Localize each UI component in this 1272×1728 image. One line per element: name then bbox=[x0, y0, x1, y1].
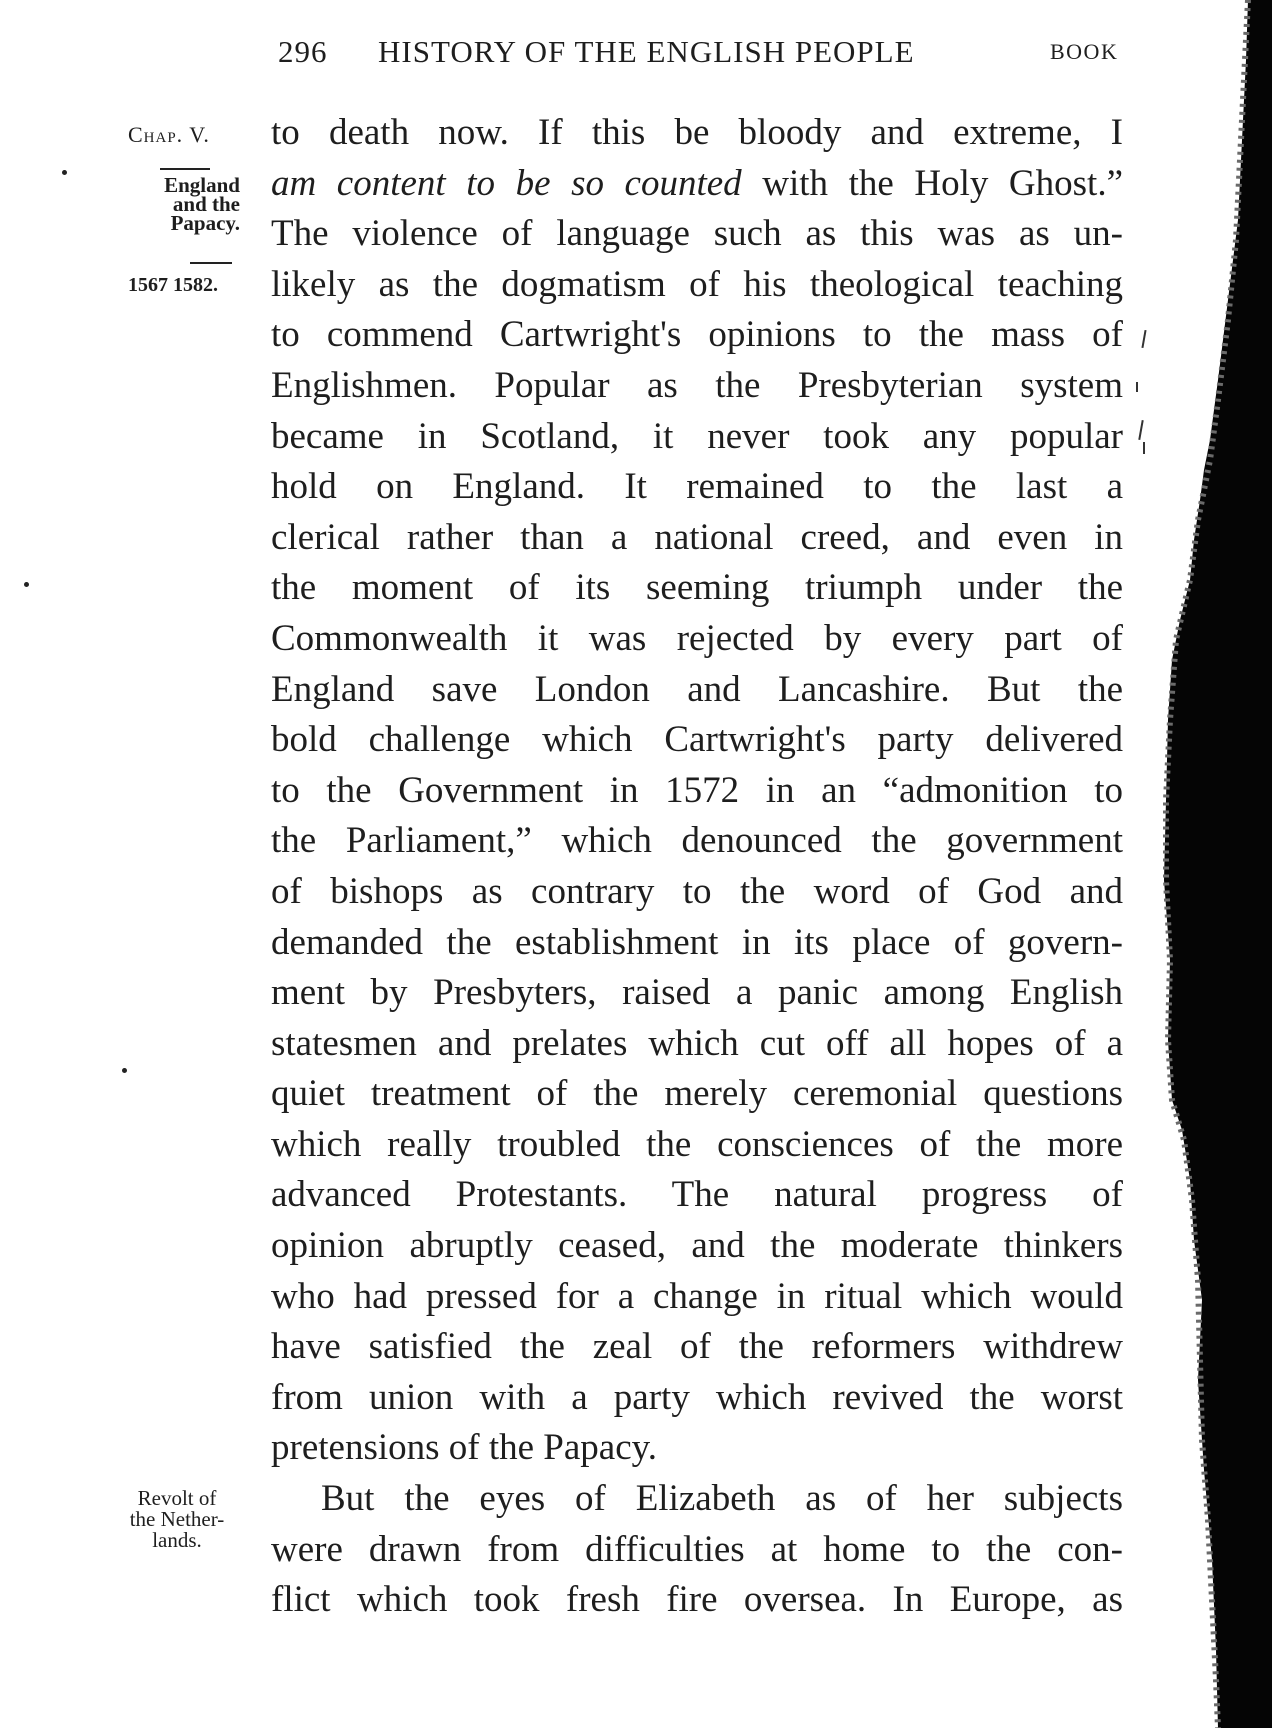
italic-phrase: am content to be so counted bbox=[271, 162, 742, 204]
text-line: to the Government in 1572 in an “admonition to bbox=[271, 769, 1123, 811]
text-line: Englishmen. Popular as the Presbyterian system bbox=[271, 364, 1123, 406]
text-line: demanded the establishment in its place of govern- bbox=[271, 921, 1123, 963]
running-header bbox=[270, 34, 1120, 80]
text-line: pretensions of the Papacy. bbox=[271, 1427, 657, 1469]
margin-dates: 1567 1582. bbox=[128, 274, 218, 296]
margin-note-line: England bbox=[164, 173, 240, 197]
text-line: of bishops as contrary to the word of God and bbox=[271, 870, 1123, 912]
text-line: Commonwealth it was rejected by every part of bbox=[271, 617, 1123, 659]
text-line: England save London and Lancashire. But the bbox=[271, 668, 1123, 710]
text-line: The violence of language such as this was as un- bbox=[271, 213, 1123, 255]
scan-edge-shadow bbox=[1132, 0, 1272, 1728]
text-line: to commend Cartwright's opinions to the mass of bbox=[271, 314, 1123, 356]
text-line: advanced Protestants. The natural progress of bbox=[271, 1174, 1123, 1216]
text-line: clerical rather than a national creed, and even in bbox=[271, 516, 1123, 558]
margin-rule bbox=[190, 262, 232, 264]
margin-note-line: and the bbox=[172, 192, 240, 216]
margin-rule bbox=[160, 168, 210, 170]
text-line: opinion abruptly ceased, and the moderate thinkers bbox=[271, 1225, 1123, 1267]
margin-note-england-papacy bbox=[128, 173, 240, 235]
chapter-label: Chap. V. bbox=[128, 122, 210, 147]
page-number: 296 bbox=[278, 34, 328, 69]
book-label: BOOK bbox=[1050, 39, 1119, 64]
text-line: likely as the dogmatism of his theological teaching bbox=[271, 263, 1123, 305]
text-line bbox=[271, 159, 1123, 210]
text-line: from union with a party which revived the worst bbox=[271, 1376, 1123, 1418]
text-line: who had pressed for a change in ritual which would bbox=[271, 1275, 1123, 1317]
scan-edge-shadow-shape bbox=[1164, 0, 1272, 1728]
text-line: bold challenge which Cartwright's party delivered bbox=[271, 719, 1123, 761]
margin-note-revolt-netherlands bbox=[112, 1488, 242, 1551]
scan-speck bbox=[24, 582, 29, 587]
margin-note-line: lands. bbox=[152, 1528, 202, 1552]
running-title: HISTORY OF THE ENGLISH PEOPLE bbox=[378, 34, 915, 69]
text-line: hold on England. It remained to the last a bbox=[271, 466, 1123, 508]
text-line: flict which took fresh fire oversea. In Europe, as bbox=[271, 1579, 1123, 1621]
text-line: which really troubled the consciences of the more bbox=[271, 1123, 1123, 1165]
roman-phrase: with the Holy Ghost.” bbox=[762, 162, 1123, 204]
text-line: quiet treatment of the merely ceremonial questions bbox=[271, 1073, 1123, 1115]
text-line: the Parliament,” which denounced the government bbox=[271, 820, 1123, 862]
text-line: ment by Presbyters, raised a panic among English bbox=[271, 972, 1123, 1014]
text-line: to death now. If this be bloody and extreme, I bbox=[271, 112, 1123, 153]
text-line: became in Scotland, it never took any popular bbox=[271, 415, 1123, 457]
margin-note-line: Revolt of bbox=[137, 1486, 217, 1510]
margin-note-line: Papacy. bbox=[170, 211, 240, 235]
scan-speck bbox=[122, 1068, 127, 1073]
body-text bbox=[271, 108, 1123, 1626]
text-line: were drawn from difficulties at home to the con- bbox=[271, 1528, 1123, 1570]
text-line: the moment of its seeming triumph under the bbox=[271, 567, 1123, 609]
scan-speck bbox=[62, 170, 67, 175]
margin-note-line: the Nether- bbox=[129, 1507, 225, 1531]
text-line: But the eyes of Elizabeth as of her subjects bbox=[321, 1478, 1123, 1520]
text-line: statesmen and prelates which cut off all hopes of a bbox=[271, 1022, 1123, 1064]
text-line: have satisfied the zeal of the reformers withdrew bbox=[271, 1326, 1123, 1368]
